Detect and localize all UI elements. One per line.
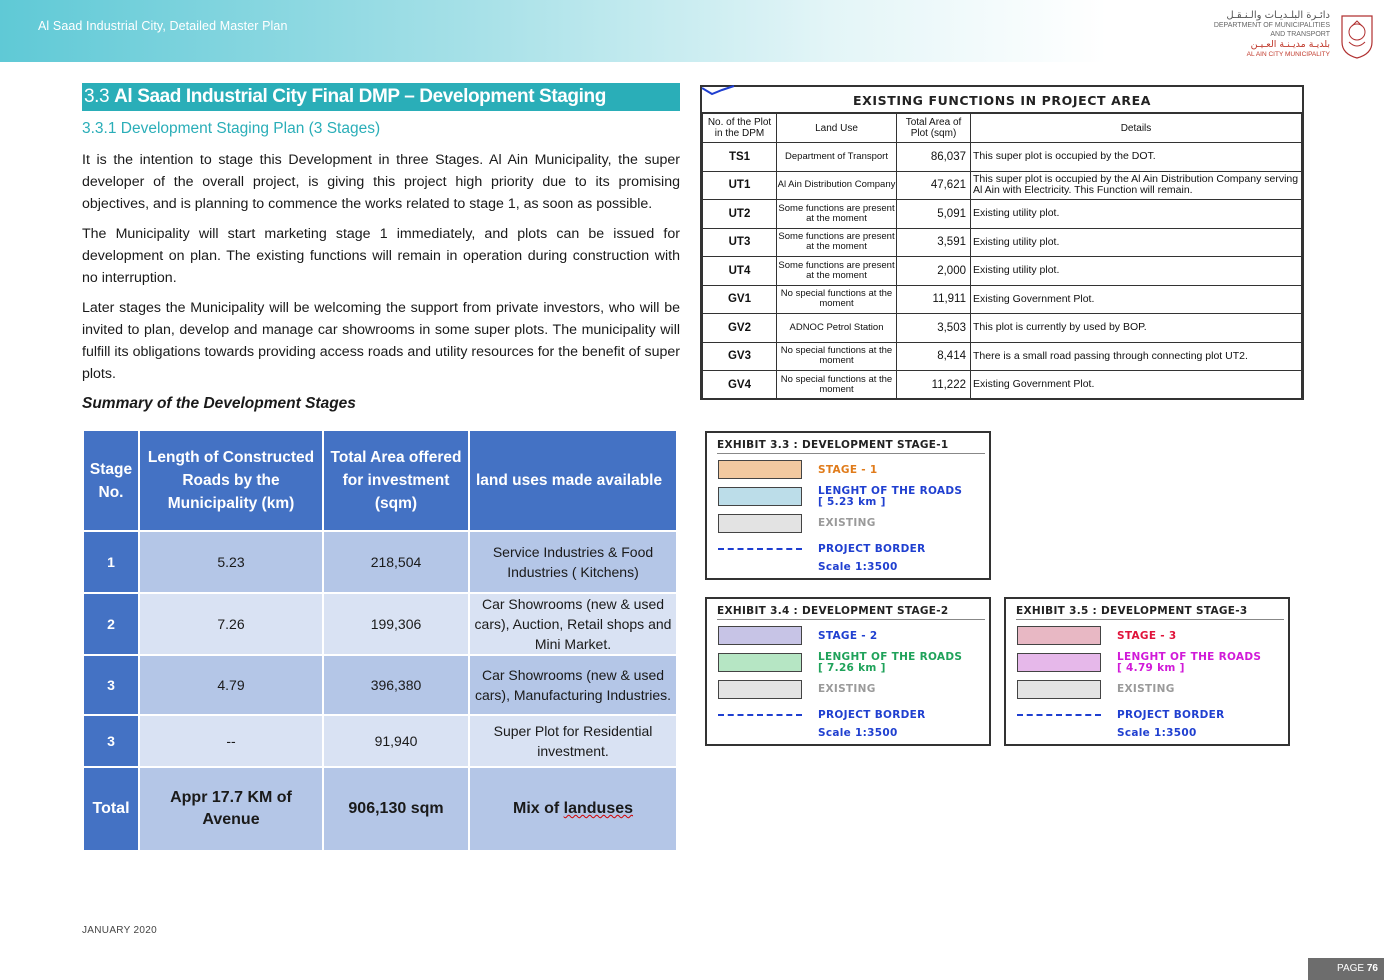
plot-details: Existing utility plot. xyxy=(971,257,1302,286)
plot-land-use: No special functions at the moment xyxy=(777,371,897,400)
plot-number: UT4 xyxy=(703,257,777,286)
spellcheck-flagged-word: landuses xyxy=(563,800,634,817)
section-title: Al Saad Industrial City Final DMP – Development Staging xyxy=(114,86,606,107)
city-arabic-name: بلديـة مديـنـة العـيـن xyxy=(1250,39,1330,50)
city-english-name: AL AIN CITY MUNICIPALITY xyxy=(1246,51,1330,58)
abu-dhabi-emblem-icon xyxy=(1338,12,1376,60)
stage-label: STAGE - 3 xyxy=(1117,630,1177,642)
border-line-sample xyxy=(718,714,802,716)
land-uses: Service Industries & Food Industries ( Kitchens) xyxy=(469,531,677,593)
table-header-row xyxy=(703,114,1302,143)
table-row xyxy=(703,228,1302,257)
table-row xyxy=(703,171,1302,200)
section-number: 3.3 xyxy=(84,86,110,107)
border-line-sample xyxy=(1017,714,1101,716)
roads-length: [ 7.26 km ] xyxy=(818,662,886,674)
existing-functions-table xyxy=(702,113,1302,400)
border-label: PROJECT BORDER xyxy=(1117,709,1225,721)
header-land-uses: land uses made available xyxy=(469,430,677,531)
exhibit-title: EXHIBIT 3.3 : DEVELOPMENT STAGE-1 xyxy=(717,439,949,451)
header-total-area: Total Area offered for investment (sqm) xyxy=(323,430,469,531)
scale-label: Scale 1:3500 xyxy=(818,727,898,739)
existing-functions-title: EXISTING FUNCTIONS IN PROJECT AREA xyxy=(702,87,1302,113)
title-underline xyxy=(717,619,985,620)
plot-details: This super plot is occupied by the DOT. xyxy=(971,143,1302,172)
plot-area: 3,503 xyxy=(897,314,971,343)
plot-land-use: Department of Transport xyxy=(777,143,897,172)
table-row xyxy=(703,314,1302,343)
road-length: 7.26 xyxy=(139,593,323,655)
table-row xyxy=(703,342,1302,371)
plot-land-use: ADNOC Petrol Station xyxy=(777,314,897,343)
plot-land-use: Some functions are present at the moment xyxy=(777,228,897,257)
roads-label: LENGHT OF THE ROADS xyxy=(818,485,963,497)
crop-mark-icon xyxy=(698,82,742,98)
plot-area: 8,414 xyxy=(897,342,971,371)
scale-label: Scale 1:3500 xyxy=(818,561,898,573)
document-title: Al Saad Industrial City, Detailed Master Plan xyxy=(38,19,288,33)
paragraph-intro: It is the intention to stage this Development in three Stages. Al Ain Municipality, the super developer of the overall project, is giving this project high priority due to its promising objectives, and is planning to commence the works related to stage 1, as soon as possible. xyxy=(82,152,680,212)
table-header-row xyxy=(83,430,677,531)
title-underline xyxy=(1016,619,1284,620)
table-row xyxy=(703,200,1302,229)
development-stages-table xyxy=(82,429,678,852)
total-land-uses xyxy=(469,767,677,851)
land-uses: Car Showrooms (new & used cars), Manufacturing Industries. xyxy=(469,655,677,715)
plot-number: UT1 xyxy=(703,171,777,200)
plot-land-use: No special functions at the moment xyxy=(777,342,897,371)
plot-details: Existing utility plot. xyxy=(971,228,1302,257)
header-land-use: Land Use xyxy=(777,114,897,143)
exhibit-stage-1-legend xyxy=(705,431,991,580)
paragraph-marketing: The Municipality will start marketing stage 1 immediately, and plots can be issued for development on plan. The existing functions will remain in operation during construction with no interruption. xyxy=(82,226,680,286)
area-offered: 396,380 xyxy=(323,655,469,715)
stage-swatch xyxy=(1017,626,1101,645)
total-row xyxy=(83,767,677,851)
dept-english-name-1: DEPARTMENT OF MUNICIPALITIES xyxy=(1213,22,1330,29)
paragraph-later-stages: Later stages the Municipality will be welcoming the support from private investors, who will be invited to plan, develop and manage car showrooms in some super plots. The municipality will fulfill its obligations towards providing access roads and utility resources for the benefit of super plots. xyxy=(82,300,680,382)
header-details: Details xyxy=(971,114,1302,143)
plot-details: Existing utility plot. xyxy=(971,200,1302,229)
plot-area: 86,037 xyxy=(897,143,971,172)
area-offered: 199,306 xyxy=(323,593,469,655)
road-length: 5.23 xyxy=(139,531,323,593)
plot-number: GV4 xyxy=(703,371,777,400)
dept-arabic-name: دائـرة البلـديـات والـنـقـل xyxy=(1226,10,1330,21)
plot-area: 5,091 xyxy=(897,200,971,229)
dept-english-name-2: AND TRANSPORT xyxy=(1270,31,1330,38)
footer-date: JANUARY 2020 xyxy=(82,925,157,936)
existing-functions-figure xyxy=(700,85,1304,400)
total-area: 906,130 sqm xyxy=(323,767,469,851)
page-number-tab xyxy=(1308,958,1384,980)
header-road-length: Length of Constructed Roads by the Municipality (km) xyxy=(139,430,323,531)
section-heading xyxy=(82,83,680,111)
total-label: Total xyxy=(83,767,139,851)
road-length: -- xyxy=(139,715,323,767)
roads-swatch xyxy=(1017,653,1101,672)
title-underline xyxy=(717,453,985,454)
plot-area: 3,591 xyxy=(897,228,971,257)
stage-label: STAGE - 2 xyxy=(818,630,878,642)
summary-heading: Summary of the Development Stages xyxy=(82,395,356,412)
existing-swatch xyxy=(1017,680,1101,699)
border-label: PROJECT BORDER xyxy=(818,709,926,721)
roads-label: LENGHT OF THE ROADS xyxy=(1117,651,1262,663)
roads-length: [ 5.23 km ] xyxy=(818,496,886,508)
header-plot-area: Total Area of Plot (sqm) xyxy=(897,114,971,143)
border-label: PROJECT BORDER xyxy=(818,543,926,555)
plot-number: UT2 xyxy=(703,200,777,229)
border-line-sample xyxy=(718,548,802,550)
roads-length: [ 4.79 km ] xyxy=(1117,662,1185,674)
table-row xyxy=(83,655,677,715)
plot-number: TS1 xyxy=(703,143,777,172)
exhibit-stage-3-legend xyxy=(1004,597,1290,746)
plot-land-use: Some functions are present at the moment xyxy=(777,200,897,229)
table-row xyxy=(703,143,1302,172)
plot-area: 11,911 xyxy=(897,285,971,314)
exhibit-title: EXHIBIT 3.4 : DEVELOPMENT STAGE-2 xyxy=(717,605,949,617)
department-logo xyxy=(1180,10,1330,58)
roads-swatch xyxy=(718,653,802,672)
land-uses: Super Plot for Residential investment. xyxy=(469,715,677,767)
area-offered: 91,940 xyxy=(323,715,469,767)
plot-details: Existing Government Plot. xyxy=(971,285,1302,314)
header-stage-no: Stage No. xyxy=(83,430,139,531)
stage-number: 3 xyxy=(83,715,139,767)
plot-details: There is a small road passing through connecting plot UT2. xyxy=(971,342,1302,371)
plot-number: GV3 xyxy=(703,342,777,371)
total-road-length: Appr 17.7 KM of Avenue xyxy=(139,767,323,851)
plot-area: 47,621 xyxy=(897,171,971,200)
table-row xyxy=(83,715,677,767)
plot-details: This plot is currently by used by BOP. xyxy=(971,314,1302,343)
road-length: 4.79 xyxy=(139,655,323,715)
table-row xyxy=(703,371,1302,400)
roads-swatch xyxy=(718,487,802,506)
table-row xyxy=(703,285,1302,314)
stage-number: 3 xyxy=(83,655,139,715)
land-uses: Car Showrooms (new & used cars), Auction, Retail shops and Mini Market. xyxy=(469,593,677,655)
plot-land-use: Al Ain Distribution Company xyxy=(777,171,897,200)
table-row xyxy=(83,593,677,655)
existing-swatch xyxy=(718,680,802,699)
existing-label: EXISTING xyxy=(818,683,876,695)
plot-number: GV2 xyxy=(703,314,777,343)
total-land-uses-prefix: Mix of xyxy=(512,800,564,817)
area-offered: 218,504 xyxy=(323,531,469,593)
plot-number: GV1 xyxy=(703,285,777,314)
subsection-heading: 3.3.1 Development Staging Plan (3 Stages) xyxy=(82,120,381,137)
stage-label: STAGE - 1 xyxy=(818,464,878,476)
existing-swatch xyxy=(718,514,802,533)
plot-number: UT3 xyxy=(703,228,777,257)
plot-area: 2,000 xyxy=(897,257,971,286)
plot-land-use: No special functions at the moment xyxy=(777,285,897,314)
exhibit-stage-2-legend xyxy=(705,597,991,746)
page-number: 76 xyxy=(1366,963,1378,974)
stage-number: 1 xyxy=(83,531,139,593)
stage-swatch xyxy=(718,460,802,479)
stage-swatch xyxy=(718,626,802,645)
stage-number: 2 xyxy=(83,593,139,655)
exhibit-title: EXHIBIT 3.5 : DEVELOPMENT STAGE-3 xyxy=(1016,605,1248,617)
plot-details: Existing Government Plot. xyxy=(971,371,1302,400)
plot-area: 11,222 xyxy=(897,371,971,400)
roads-label: LENGHT OF THE ROADS xyxy=(818,651,963,663)
page-prefix: PAGE xyxy=(1337,963,1367,974)
header-plot-no: No. of the Plot in the DPM xyxy=(703,114,777,143)
existing-label: EXISTING xyxy=(818,517,876,529)
plot-land-use: Some functions are present at the moment xyxy=(777,257,897,286)
table-row xyxy=(83,531,677,593)
plot-details: This super plot is occupied by the Al Ain Distribution Company serving Al Ain with Electricity. This Function will remain. xyxy=(971,171,1302,200)
table-row xyxy=(703,257,1302,286)
scale-label: Scale 1:3500 xyxy=(1117,727,1197,739)
existing-label: EXISTING xyxy=(1117,683,1175,695)
